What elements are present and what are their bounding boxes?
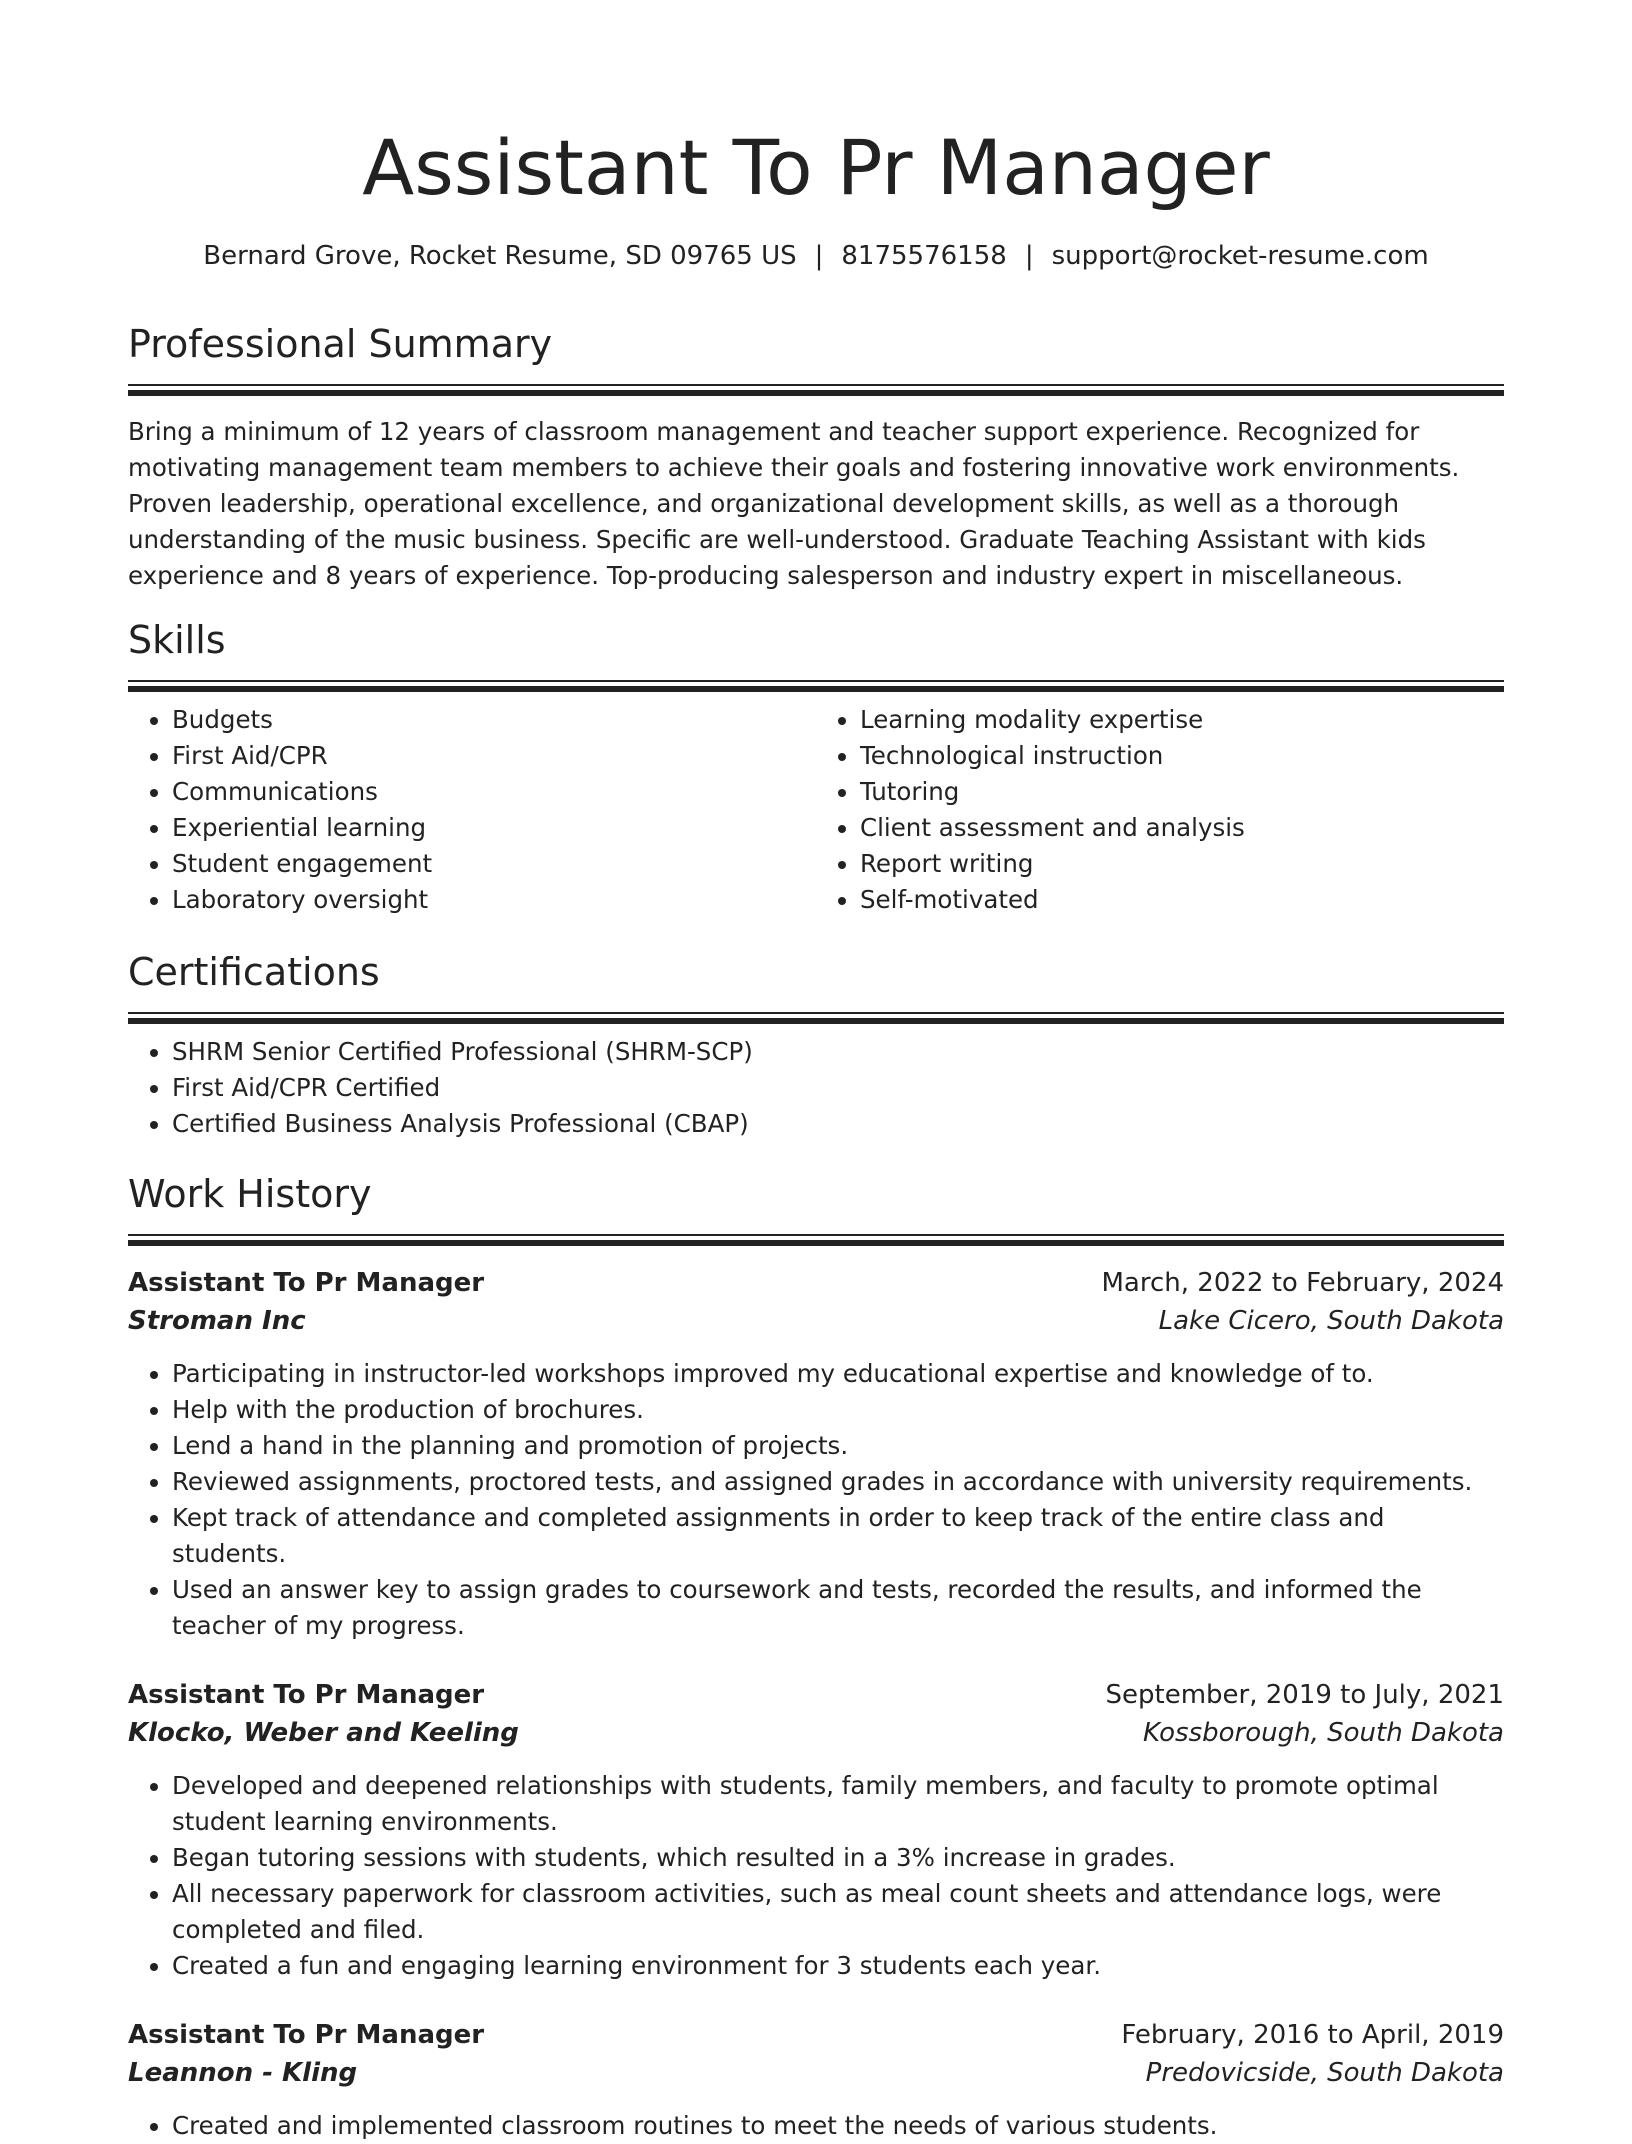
job-header [128,1676,1504,1714]
job-bullet: • All necessary paperwork for classroom activities, such as meal count sheets and attendance logs, were completed and filed. [172,1876,1504,1948]
contact-address: Bernard Grove, Rocket Resume, SD 09765 US [203,241,797,271]
certifications-section [128,946,1504,1142]
skill-item: • Technological instruction [860,738,1504,774]
job-title: Assistant To Pr Manager [128,2020,485,2050]
job-bullet: • Lend a hand in the planning and promotion of projects. [172,1428,1504,1464]
skills-list-left [128,702,816,918]
skill-item: • Student engagement [172,846,816,882]
job-entry [128,1676,1504,1984]
contact-phone: 8175576158 [841,241,1007,271]
summary-text: Bring a minimum of 12 years of classroom management and teacher support experience. Recognized for motivating management team members to achieve their goals and fostering innovative work environments. Proven leadership, operational excellence, and organizational development skills, as well as a thorough understanding of the music business. Specific are well-understood. Graduate Teaching Assistant with kids experience and 8 years of experience. Top-producing salesperson and industry expert in miscellaneous. [128,417,1460,590]
skills-columns [128,702,1504,918]
section-rule [128,680,1504,690]
skill-item: • Budgets [172,702,816,738]
job-bullet: • Reviewed assignments, proctored tests, and assigned grades in accordance with university requirements. [172,1464,1504,1500]
job-bullets [128,1356,1504,1644]
resume-name: Assistant To Pr Manager [362,123,1270,212]
job-bullet: • Used an answer key to assign grades to coursework and tests, recorded the results, and informed the teacher of my progress. [172,1572,1504,1644]
job-bullet: • Kept track of attendance and completed assignments in order to keep track of the entire class and students. [172,1500,1504,1572]
skill-item: • Learning modality expertise [860,702,1504,738]
certification-item: • SHRM Senior Certified Professional (SHRM-SCP) [172,1034,1504,1070]
job-subheader [128,1714,1504,1752]
job-header [128,1264,1504,1302]
skill-item: • First Aid/CPR [172,738,816,774]
job-title: Assistant To Pr Manager [128,1268,485,1298]
section-rule [128,1234,1504,1244]
certifications-list [128,1034,1504,1142]
job-bullets [128,2108,1504,2144]
job-company: Stroman Inc [128,1306,306,1336]
contact-email: support@rocket-resume.com [1051,241,1429,271]
skills-section [128,614,1504,918]
summary-section [128,318,1504,594]
job-bullet: • Participating in instructor-led workshops improved my educational expertise and knowledge of to. [172,1356,1504,1392]
job-entry [128,2016,1504,2144]
skill-item: • Laboratory oversight [172,882,816,918]
skill-item: • Communications [172,774,816,810]
job-entry [128,1264,1504,1644]
skill-item: • Self-motivated [860,882,1504,918]
job-company: Leannon - Kling [128,2058,358,2088]
job-title: Assistant To Pr Manager [128,1680,485,1710]
skill-item: • Tutoring [860,774,1504,810]
section-title-skills: Skills [128,618,226,662]
job-header [128,2016,1504,2054]
skill-item: • Experiential learning [172,810,816,846]
section-title-certifications: Certifications [128,950,380,994]
job-dates: March, 2022 to February, 2024 [1101,1268,1504,1298]
job-dates: September, 2019 to July, 2021 [1105,1680,1504,1710]
contact-separator: | [814,241,824,271]
job-location: Kossborough, South Dakota [1143,1718,1504,1748]
job-bullet: • Began tutoring sessions with students, which resulted in a 3% increase in grades. [172,1840,1504,1876]
section-title-work-history: Work History [128,1172,372,1216]
contact-separator: | [1024,241,1034,271]
job-bullet: • Created a fun and engaging learning environment for 3 students each year. [172,1948,1504,1984]
job-bullet: • Developed and deepened relationships with students, family members, and faculty to promote optimal student learning environments. [172,1768,1504,1840]
job-company: Klocko, Weber and Keeling [128,1718,519,1748]
job-bullet: • Created and implemented classroom routines to meet the needs of various students. [172,2108,1504,2144]
skills-list-right [816,702,1504,918]
section-title-summary: Professional Summary [128,322,553,366]
section-rule [128,384,1504,394]
job-bullets [128,1768,1504,1984]
job-dates: February, 2016 to April, 2019 [1121,2020,1504,2050]
job-subheader [128,2054,1504,2092]
skill-item: • Client assessment and analysis [860,810,1504,846]
job-location: Lake Cicero, South Dakota [1158,1306,1504,1336]
job-bullet: • Help with the production of brochures. [172,1392,1504,1428]
job-location: Predovicside, South Dakota [1145,2058,1504,2088]
job-subheader [128,1302,1504,1340]
contact-line [128,236,1504,276]
section-rule [128,1012,1504,1022]
certification-item: • First Aid/CPR Certified [172,1070,1504,1106]
certification-item: • Certified Business Analysis Professional (CBAP) [172,1106,1504,1142]
skill-item: • Report writing [860,846,1504,882]
work-history-section [128,1168,1504,2144]
